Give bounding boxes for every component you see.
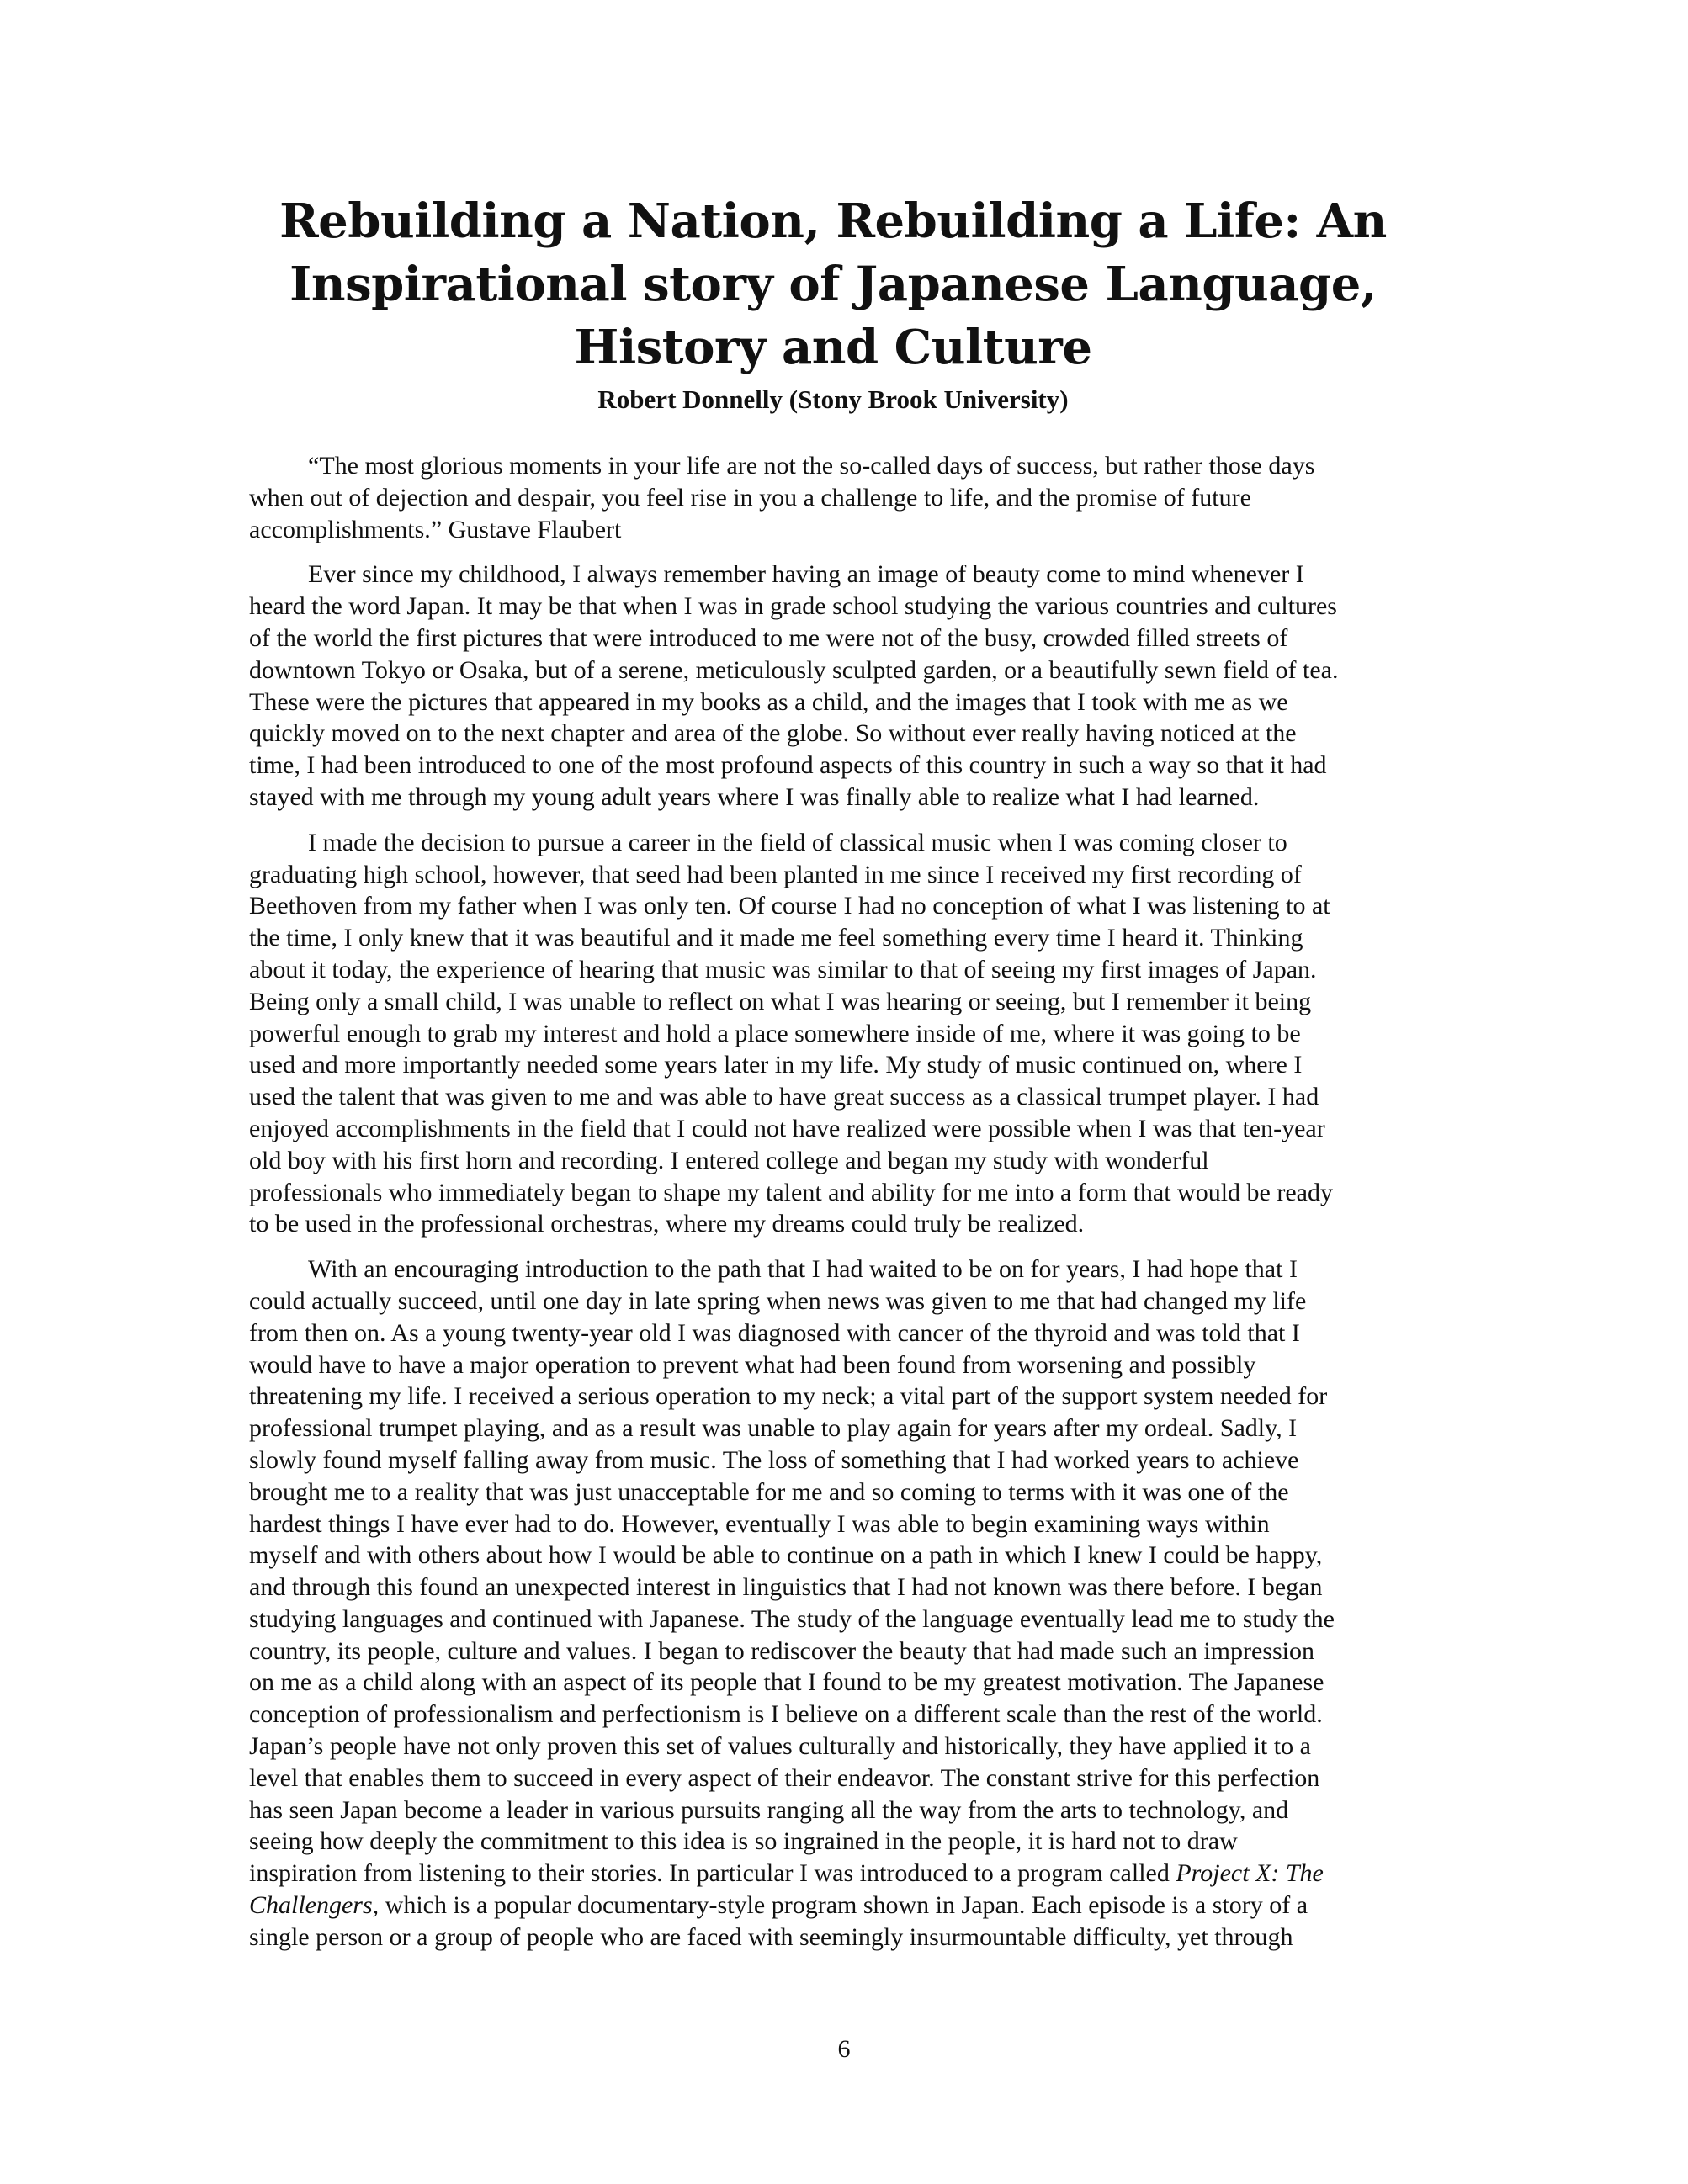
text-line: country, its people, culture and values. I began to rediscover the beauty that had made such an impression — [249, 1636, 1314, 1665]
text-line: enjoyed accomplishments in the field that I could not have realized were possible when I was that ten-year — [249, 1114, 1325, 1142]
text-line: when out of dejection and despair, you feel rise in you a challenge to life, and the promise of future — [249, 483, 1251, 512]
text-line: old boy with his first horn and recording. I entered college and began my study with wonderful — [249, 1146, 1209, 1174]
paper-title-line: History and Culture — [574, 320, 1092, 375]
text-line: professionals who immediately began to shape my talent and ability for me into a form that would be ready — [249, 1178, 1333, 1206]
paragraph-music — [249, 827, 1442, 1240]
line-text: inspiration from listening to their stories. In particular I was introduced to a program called — [249, 1859, 1176, 1888]
text-line: Japan’s people have not only proven this set of values culturally and historically, they have applied it to a — [249, 1732, 1311, 1761]
text-line: hardest things I have ever had to do. However, eventually I was able to begin examining ways within — [249, 1509, 1270, 1538]
text-line: heard the word Japan. It may be that when I was in grade school studying the various countries and cultures — [249, 592, 1337, 621]
author-affiliation: Robert Donnelly (Stony Brook University) — [597, 384, 1069, 414]
text-line: level that enables them to succeed in every aspect of their endeavor. The constant strive for this perfection — [249, 1763, 1320, 1792]
text-line: could actually succeed, until one day in late spring when news was given to me that had changed my life — [249, 1286, 1307, 1315]
text-line: about it today, the experience of hearing that music was similar to that of seeing my first images of Japan. — [249, 955, 1317, 983]
paragraph-diagnosis — [249, 1254, 1442, 1953]
text-line: has seen Japan become a leader in various pursuits ranging all the way from the arts to technology, and — [249, 1795, 1289, 1824]
text-line: stayed with me through my young adult years where I was finally able to realize what I had learned. — [249, 782, 1260, 811]
text-line: conception of professionalism and perfectionism is I believe on a different scale than the rest of the world. — [249, 1700, 1323, 1729]
text-line: the time, I only knew that it was beautiful and it made me feel something every time I heard it. Thinking — [249, 924, 1303, 952]
paper-title-line: Rebuilding a Nation, Rebuilding a Life: An — [279, 193, 1387, 249]
text-line: myself and with others about how I would be able to continue on a path in which I knew I could be happy, — [249, 1541, 1323, 1570]
text-line: Beethoven from my father when I was only ten. Of course I had no conception of what I was listening to at — [249, 892, 1330, 920]
text-line: of the world the first pictures that were introduced to me were not of the busy, crowded filled streets of — [249, 623, 1288, 652]
text-line: time, I had been introduced to one of the most profound aspects of this country in such a way so that it had — [249, 751, 1327, 780]
paragraph-childhood — [249, 559, 1442, 813]
text-line: powerful enough to grab my interest and hold a place somewhere inside of me, where it was going to be — [249, 1019, 1301, 1047]
text-line: threatening my life. I received a serious operation to my neck; a vital part of the support system needed for — [249, 1382, 1328, 1411]
text-line: would have to have a major operation to prevent what had been found from worsening and possibly — [249, 1350, 1256, 1379]
body-text — [249, 450, 1442, 1967]
text-line: on me as a child along with an aspect of its people that I found to be my greatest motivation. The Japanese — [249, 1668, 1324, 1697]
text-line: studying languages and continued with Japanese. The study of the language eventually lead me to study the — [249, 1604, 1335, 1633]
text-line: These were the pictures that appeared in my books as a child, and the images that I took with me as we — [249, 687, 1288, 716]
text-line: professional trumpet playing, and as a result was unable to play again for years after my ordeal. Sadly, I — [249, 1414, 1298, 1443]
text-line: “The most glorious moments in your life are not the so-called days of success, but rather those days — [308, 452, 1315, 480]
text-line: downtown Tokyo or Osaka, but of a serene, meticulously sculpted garden, or a beautifully sewn field of tea. — [249, 655, 1339, 684]
text-line: I made the decision to pursue a career in the field of classical music when I was coming closer to — [308, 828, 1287, 856]
page-number: 6 — [837, 2035, 851, 2063]
text-line: single person or a group of people who are faced with seemingly insurmountable difficulty, yet through — [249, 1922, 1293, 1951]
program-title-italic: Project X: The — [1176, 1859, 1324, 1888]
text-line: slowly found myself falling away from music. The loss of something that I had worked years to achieve — [249, 1445, 1299, 1474]
text-line: Ever since my childhood, I always remember having an image of beauty come to mind whenever I — [308, 560, 1304, 589]
text-line: seeing how deeply the commitment to this idea is so ingrained in the people, it is hard not to draw — [249, 1827, 1238, 1856]
text-line — [249, 1858, 1442, 1890]
text-line: accomplishments.” Gustave Flaubert — [249, 515, 622, 543]
text-line: brought me to a reality that was just unacceptable for me and so coming to terms with it was one of the — [249, 1477, 1289, 1506]
text-line: graduating high school, however, that seed had been planted in me since I received my first recording of — [249, 860, 1302, 888]
text-line: from then on. As a young twenty-year old I was diagnosed with cancer of the thyroid and was told that I — [249, 1318, 1300, 1347]
text-line: quickly moved on to the next chapter and area of the globe. So without ever really having noticed at the — [249, 719, 1297, 748]
text-line: used and more importantly needed some years later in my life. My study of music continued on, where I — [249, 1051, 1303, 1079]
paper-title — [210, 190, 1456, 379]
text-line: used the talent that was given to me and was able to have great success as a classical trumpet player. I had — [249, 1083, 1319, 1111]
paper-title-line: Inspirational story of Japanese Language, — [289, 257, 1377, 312]
program-title-italic: Challengers — [249, 1891, 373, 1920]
text-line: Being only a small child, I was unable to reflect on what I was hearing or seeing, but I remember it being — [249, 987, 1312, 1015]
text-line: and through this found an unexpected interest in linguistics that I had not known was there before. I began — [249, 1573, 1323, 1602]
text-line: to be used in the professional orchestras, where my dreams could truly be realized. — [249, 1210, 1085, 1238]
text-line: With an encouraging introduction to the path that I had waited to be on for years, I had hope that I — [308, 1255, 1298, 1284]
text-line — [249, 1890, 1442, 1922]
line-text: , which is a popular documentary-style program shown in Japan. Each episode is a story of a — [372, 1891, 1308, 1920]
epigraph-quote — [249, 450, 1442, 545]
